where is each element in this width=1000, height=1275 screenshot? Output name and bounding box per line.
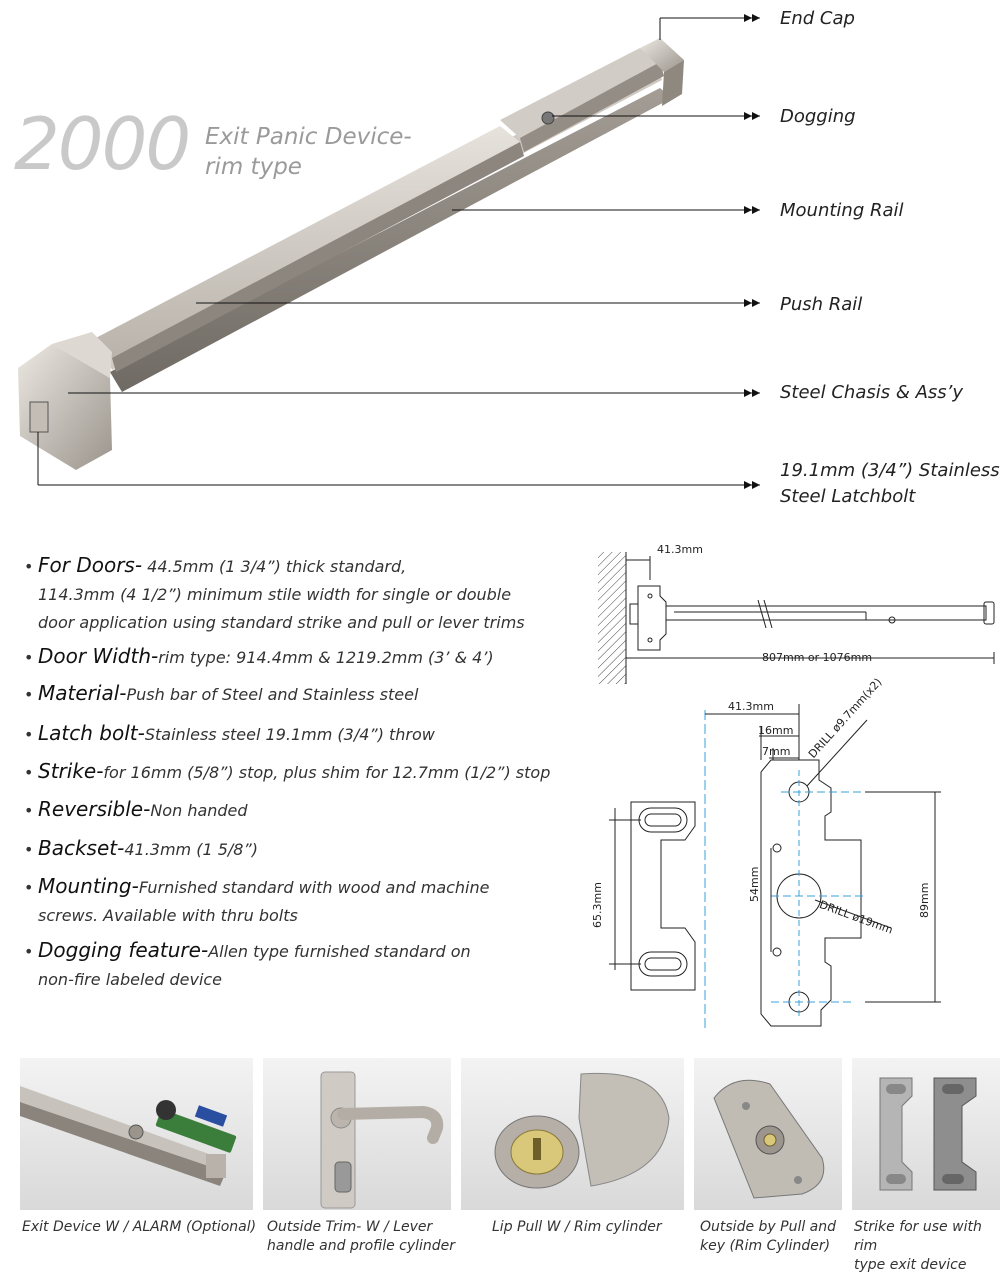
alarm-device-icon <box>20 1058 253 1210</box>
dim-7mm: 7mm <box>762 745 791 758</box>
strike-plate-icon <box>852 1058 1000 1210</box>
feature-strike: • Strike-for 16mm (5/8”) stop, plus shim for 12.7mm (1/2”) stop <box>24 759 551 783</box>
feature-backset: • Backset-41.3mm (1 5/8”) <box>24 836 259 860</box>
pull-key-icon <box>694 1058 842 1210</box>
feature-mounting: • Mounting-Furnished standard with wood and machine screws. Available with thru bolts <box>24 874 490 925</box>
photo-strike <box>852 1058 1000 1210</box>
caption-outside-trim: Outside Trim- W / Lever handle and profile cylinder <box>267 1219 456 1254</box>
callout-latchbolt: 19.1mm (3/4”) Stainless Steel Latchbolt <box>780 460 1000 507</box>
caption-outside-pull: Outside by Pull and key (Rim Cylinder) <box>700 1219 837 1254</box>
caption-lip-pull: Lip Pull W / Rim cylinder <box>492 1219 662 1235</box>
caption-alarm-device: Exit Device W / ALARM (Optional) <box>22 1219 257 1235</box>
photo-outside-trim <box>263 1058 451 1210</box>
dim-89mm: 89mm <box>918 882 931 918</box>
callout-dogging: Dogging <box>780 106 856 127</box>
dogging-screw <box>542 112 554 124</box>
lip-pull-icon <box>461 1058 684 1210</box>
dim-65mm: 65.3mm <box>591 882 604 928</box>
photo-outside-pull <box>694 1058 842 1210</box>
photo-alarm-device <box>20 1058 253 1210</box>
latchbolt <box>30 402 48 432</box>
lever-handle-icon <box>263 1058 451 1210</box>
model-number: 2000 <box>14 102 190 186</box>
strike-drawing <box>595 690 1000 1035</box>
drill-large-label: DRILL ø19mm <box>817 898 895 937</box>
feature-for-doors: • For Doors- 44.5mm (1 3/4”) thick standard, 114.3mm (4 1/2”) minimum stile width for single or double door application using standard strike and pull or lever trims <box>24 553 525 632</box>
dim-backset-top: 41.3mm <box>657 543 703 556</box>
feature-latch-bolt: • Latch bolt-Stainless steel 19.1mm (3/4”) throw <box>24 721 435 745</box>
feature-dogging: • Dogging feature-Allen type furnished standard on non-fire labeled device <box>24 938 471 989</box>
feature-reversible: • Reversible-Non handed <box>24 797 248 821</box>
dim-backset-strike: 41.3mm <box>728 700 774 713</box>
callout-steel-chasis: Steel Chasis & Ass’y <box>780 382 964 403</box>
dim-length: 807mm or 1076mm <box>762 651 873 664</box>
exit-device-illustration <box>0 0 1000 520</box>
callout-push-rail: Push Rail <box>780 294 863 315</box>
feature-door-width: • Door Width-rim type: 914.4mm & 1219.2mm (3’ & 4’) <box>24 644 494 668</box>
model-description: Exit Panic Device- rim type <box>205 124 412 180</box>
photo-lip-pull <box>461 1058 684 1210</box>
dim-54mm: 54mm <box>748 866 761 902</box>
drill-small-label: DRILL ø9.7mm(x2) <box>806 675 885 761</box>
feature-material: • Material-Push bar of Steel and Stainless steel <box>24 681 419 705</box>
dim-16mm: 16mm <box>758 724 794 737</box>
caption-strike: Strike for use with rim type exit device <box>854 1219 982 1273</box>
callout-mounting-rail: Mounting Rail <box>780 200 904 221</box>
callout-end-cap: End Cap <box>780 8 855 29</box>
